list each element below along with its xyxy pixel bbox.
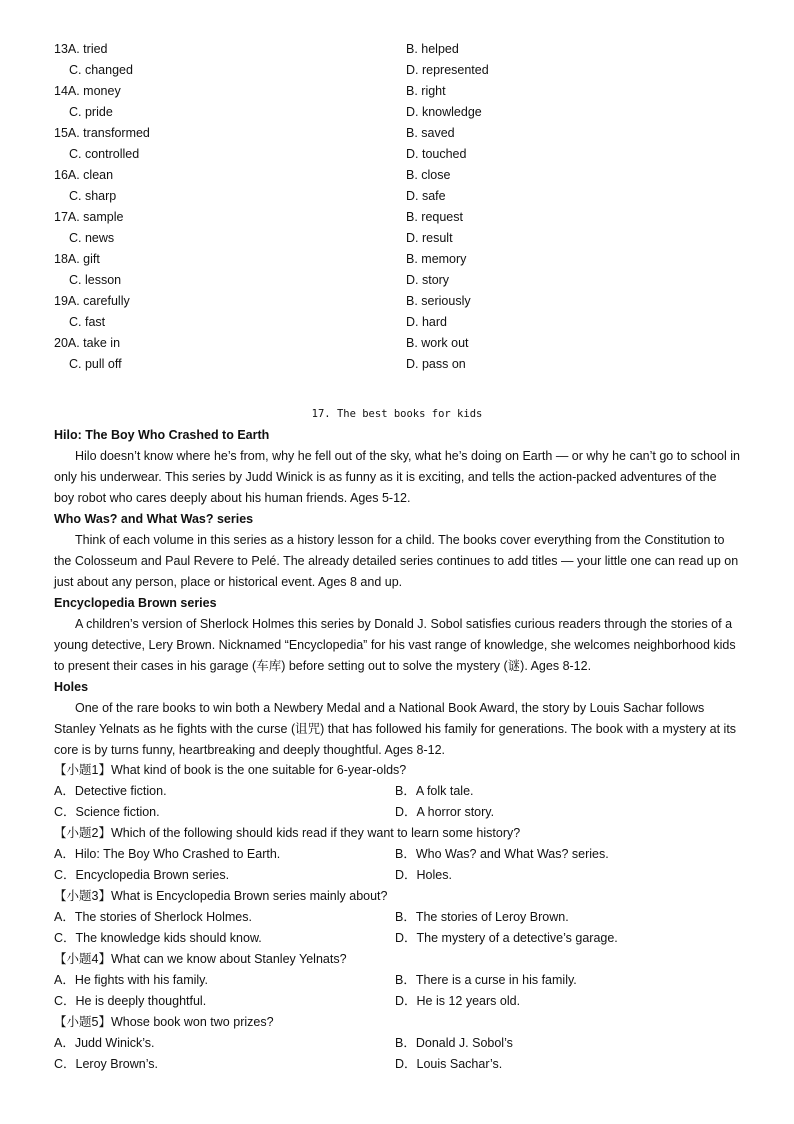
option-c: C. lesson bbox=[69, 273, 122, 287]
option-row bbox=[54, 39, 754, 60]
option-a: 15A. transformed bbox=[54, 126, 150, 140]
option-row bbox=[54, 60, 754, 81]
option-c: C. pull off bbox=[69, 357, 122, 371]
option-b: B. memory bbox=[406, 252, 467, 266]
option-a: 18A. gift bbox=[54, 252, 100, 266]
option-d: D. story bbox=[406, 273, 450, 287]
option-row bbox=[54, 81, 754, 102]
option-c: C. controlled bbox=[69, 147, 140, 161]
choice-row bbox=[54, 781, 754, 802]
option-row bbox=[54, 144, 754, 165]
choice-a: A．Detective fiction. bbox=[54, 784, 167, 798]
option-c: C. news bbox=[69, 231, 115, 245]
choice-c: C．The knowledge kids should know. bbox=[54, 931, 262, 945]
choice-b: B．There is a curse in his family. bbox=[395, 973, 577, 987]
section-heading: Holes bbox=[54, 680, 89, 694]
option-d: D. touched bbox=[406, 147, 467, 161]
choice-row bbox=[54, 991, 754, 1012]
option-b: B. close bbox=[406, 168, 451, 182]
cloze-options bbox=[54, 39, 754, 375]
choice-b: B．A folk tale. bbox=[395, 784, 474, 798]
option-row bbox=[54, 249, 754, 270]
section-text: One of the rare books to win both a Newbery Medal and a National Book Award, the story by Louis Sachar follows Stanley Yelnats as he fights with the curse (诅咒) that has followed his family for generations. The book with a mystery at its core is by turns funny, heartbreaking and deeply thoughtful. Ages 8-12. bbox=[54, 701, 737, 757]
choice-c: C．Science fiction. bbox=[54, 805, 160, 819]
question-stem: 【小题1】What kind of book is the one suitable for 6-year-olds? bbox=[54, 763, 407, 777]
choice-a: A．The stories of Sherlock Holmes. bbox=[54, 910, 252, 924]
option-row bbox=[54, 270, 754, 291]
option-a: 13A. tried bbox=[54, 42, 108, 56]
choice-a: A．Judd Winick’s. bbox=[54, 1036, 155, 1050]
section-heading: Encyclopedia Brown series bbox=[54, 596, 217, 610]
choice-b: B．Donald J. Sobol’s bbox=[395, 1036, 513, 1050]
option-c: C. fast bbox=[69, 315, 106, 329]
option-a: 17A. sample bbox=[54, 210, 124, 224]
option-a: 14A. money bbox=[54, 84, 121, 98]
section-heading: Who Was? and What Was? series bbox=[54, 512, 254, 526]
option-d: D. pass on bbox=[406, 357, 466, 371]
option-b: B. work out bbox=[406, 336, 469, 350]
choice-d: D．Holes. bbox=[395, 868, 452, 882]
option-d: D. result bbox=[406, 231, 453, 245]
choice-c: C．Encyclopedia Brown series. bbox=[54, 868, 230, 882]
section-heading: Hilo: The Boy Who Crashed to Earth bbox=[54, 428, 270, 442]
choice-d: D．A horror story. bbox=[395, 805, 495, 819]
passage-title: 17. The best books for kids bbox=[311, 408, 483, 420]
option-c: C. sharp bbox=[69, 189, 117, 203]
option-row bbox=[54, 354, 754, 375]
question-stem: 【小题5】Whose book won two prizes? bbox=[54, 1015, 274, 1029]
choice-row bbox=[54, 802, 754, 823]
option-a: 16A. clean bbox=[54, 168, 114, 182]
question-stem: 【小题4】What can we know about Stanley Yelnats? bbox=[54, 952, 347, 966]
choice-row bbox=[54, 907, 754, 928]
option-row bbox=[54, 123, 754, 144]
option-row bbox=[54, 102, 754, 123]
option-row bbox=[54, 228, 754, 249]
option-d: D. knowledge bbox=[406, 105, 482, 119]
question-list bbox=[54, 760, 754, 1075]
option-c: C. pride bbox=[69, 105, 113, 119]
option-row bbox=[54, 165, 754, 186]
choice-row bbox=[54, 844, 754, 865]
option-row bbox=[54, 291, 754, 312]
choice-row bbox=[54, 970, 754, 991]
reading-passage bbox=[54, 404, 740, 761]
option-b: B. saved bbox=[406, 126, 455, 140]
choice-a: A．Hilo: The Boy Who Crashed to Earth. bbox=[54, 847, 281, 861]
choice-d: D．Louis Sachar’s. bbox=[395, 1057, 503, 1071]
option-b: B. request bbox=[406, 210, 463, 224]
question-stem: 【小题2】Which of the following should kids read if they want to learn some history? bbox=[54, 826, 521, 840]
choice-b: B．The stories of Leroy Brown. bbox=[395, 910, 569, 924]
option-d: D. represented bbox=[406, 63, 489, 77]
section-text: Hilo doesn’t know where he’s from, why he fell out of the sky, what he’s doing on Earth — or why he can’t go to school in only his underwear. This series by Judd Winick is as funny as it is exciting, and tells the action-packed adventures of the boy robot who cares deeply about his human friends. Ages 5-12. bbox=[54, 449, 740, 505]
section-text: Think of each volume in this series as a history lesson for a child. The books cover everything from the Constitution to the Colosseum and Paul Revere to Pelé. The already detailed series continues to add titles — your little one can read up on just about any person, place or historical event. Ages 8 and up. bbox=[54, 533, 739, 589]
option-row bbox=[54, 312, 754, 333]
option-b: B. helped bbox=[406, 42, 459, 56]
option-c: C. changed bbox=[69, 63, 133, 77]
option-b: B. right bbox=[406, 84, 446, 98]
choice-c: C．He is deeply thoughtful. bbox=[54, 994, 207, 1008]
choice-row bbox=[54, 865, 754, 886]
section-text: A children’s version of Sherlock Holmes this series by Donald J. Sobol satisfies curious readers through the stories of a young detective, Lery Brown. Nicknamed “Encyclopedia” for his vast range of knowledge, she welcomes neighborhood kids to present their cases in his garage (车库) before setting out to solve the mystery (谜). Ages 8-12. bbox=[54, 617, 736, 673]
option-row bbox=[54, 207, 754, 228]
option-row bbox=[54, 333, 754, 354]
option-row bbox=[54, 186, 754, 207]
question-stem: 【小题3】What is Encyclopedia Brown series mainly about? bbox=[54, 889, 388, 903]
choice-b: B．Who Was? and What Was? series. bbox=[395, 847, 609, 861]
option-d: D. hard bbox=[406, 315, 447, 329]
option-b: B. seriously bbox=[406, 294, 471, 308]
choice-d: D．He is 12 years old. bbox=[395, 994, 521, 1008]
choice-d: D．The mystery of a detective’s garage. bbox=[395, 931, 618, 945]
choice-row bbox=[54, 1033, 754, 1054]
choice-row bbox=[54, 928, 754, 949]
choice-a: A．He fights with his family. bbox=[54, 973, 208, 987]
choice-c: C．Leroy Brown’s. bbox=[54, 1057, 158, 1071]
option-a: 19A. carefully bbox=[54, 294, 130, 308]
choice-row bbox=[54, 1054, 754, 1075]
option-a: 20A. take in bbox=[54, 336, 121, 350]
option-d: D. safe bbox=[406, 189, 446, 203]
